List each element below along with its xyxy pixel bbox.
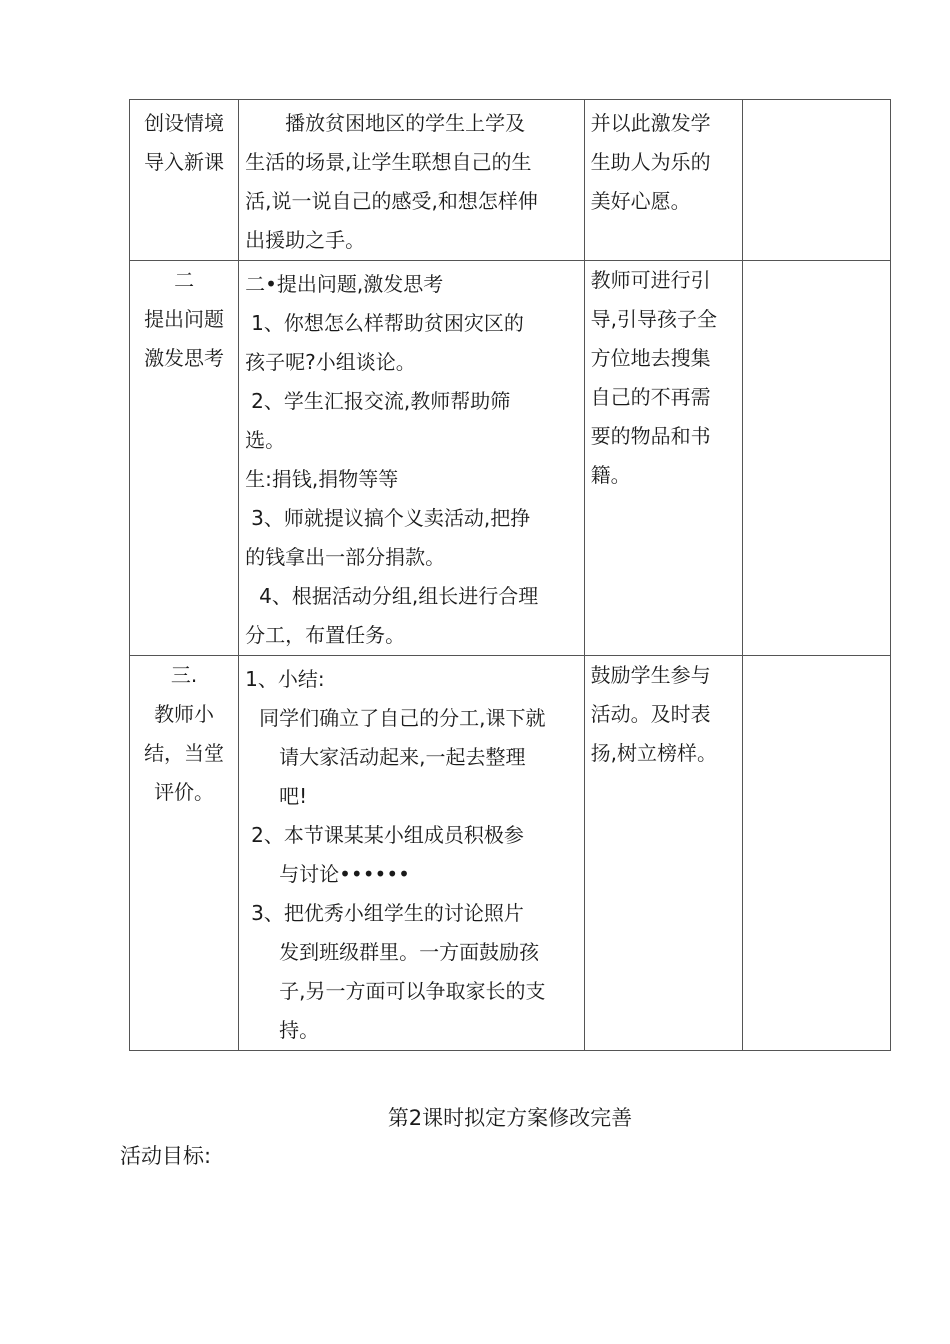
intent-line: 教师可进行引 [590, 268, 711, 292]
activity-cell [239, 100, 584, 261]
activity-line: 请大家活动起来,一起去整理 [279, 745, 526, 769]
stage-line: 三. [170, 663, 198, 687]
notes-cell [742, 100, 890, 261]
table-row [130, 656, 891, 1051]
intent-line: 籍。 [590, 463, 631, 487]
stage-cell [130, 656, 239, 1051]
activity-line: 1、你想怎么样帮助贫困灾区的 [251, 311, 524, 335]
lesson-plan-table [129, 99, 891, 1051]
activity-line: 同学们确立了自己的分工,课下就 [259, 706, 546, 730]
section-title: 第2课时拟定方案修改完善 [387, 1106, 633, 1130]
activity-line: 生活的场景,让学生联想自己的生 [245, 150, 532, 174]
stage-cell [130, 261, 239, 656]
table-row [130, 100, 891, 261]
intent-line: 扬,树立榜样。 [590, 741, 717, 765]
activity-line: 3、师就提议搞个义卖活动,把挣 [251, 506, 531, 530]
stage-line: 结，当堂 [144, 741, 225, 765]
stage-line: 教师小 [154, 702, 215, 726]
activity-line: 3、把优秀小组学生的讨论照片 [251, 901, 524, 925]
activity-line: 的钱拿出一部分捐款。 [245, 545, 446, 569]
activity-line: 与讨论•••••• [279, 862, 410, 886]
intent-cell [584, 100, 742, 261]
table-row [130, 261, 891, 656]
activity-cell [239, 656, 584, 1051]
notes-cell [742, 261, 890, 656]
intent-line: 并以此激发学 [590, 111, 711, 135]
intent-line: 鼓励学生参与 [590, 663, 711, 687]
intent-line: 美好心愿。 [590, 189, 691, 213]
stage-line: 激发思考 [144, 346, 225, 370]
activity-cell [239, 261, 584, 656]
intent-line: 自己的不再需 [590, 385, 711, 409]
intent-line: 导,引导孩子全 [590, 307, 717, 331]
activity-line: 分工，布置任务。 [245, 623, 406, 647]
activity-line: 2、本节课某某小组成员积极参 [251, 823, 524, 847]
activity-line: 1、小结: [245, 667, 325, 691]
activity-line: 4、根据活动分组,组长进行合理 [259, 584, 539, 608]
intent-line: 活动。及时表 [590, 702, 711, 726]
activity-line: 二•提出问题,激发思考 [245, 272, 444, 296]
stage-line: 提出问题 [144, 307, 225, 331]
intent-cell [584, 656, 742, 1051]
activity-line: 出援助之手。 [245, 228, 366, 252]
activity-line: 2、学生汇报交流,教师帮助筛 [251, 389, 511, 413]
activity-line: 孩子呢?小组谈论。 [245, 350, 416, 374]
activity-line: 子,另一方面可以争取家长的支 [279, 979, 546, 1003]
activity-line: 活,说一说自己的感受,和想怎样伸 [245, 189, 538, 213]
activity-line: 吧! [279, 784, 308, 808]
activity-line: 播放贫困地区的学生上学及 [285, 111, 526, 135]
activity-line: 生:捐钱,捐物等等 [245, 467, 399, 491]
activity-line: 选。 [245, 428, 286, 452]
intent-line: 方位地去搜集 [590, 346, 711, 370]
intent-line: 要的物品和书 [590, 424, 711, 448]
stage-line: 创设情境 [144, 111, 225, 135]
stage-line: 评价。 [154, 780, 215, 804]
activity-goal-label: 活动目标: [120, 1144, 212, 1168]
notes-cell [742, 656, 890, 1051]
activity-line: 持。 [279, 1018, 320, 1042]
intent-cell [584, 261, 742, 656]
activity-line: 发到班级群里。一方面鼓励孩 [279, 940, 540, 964]
stage-cell [130, 100, 239, 261]
intent-line: 生助人为乐的 [590, 150, 711, 174]
stage-line: 二 [174, 268, 195, 292]
stage-line: 导入新课 [144, 150, 225, 174]
